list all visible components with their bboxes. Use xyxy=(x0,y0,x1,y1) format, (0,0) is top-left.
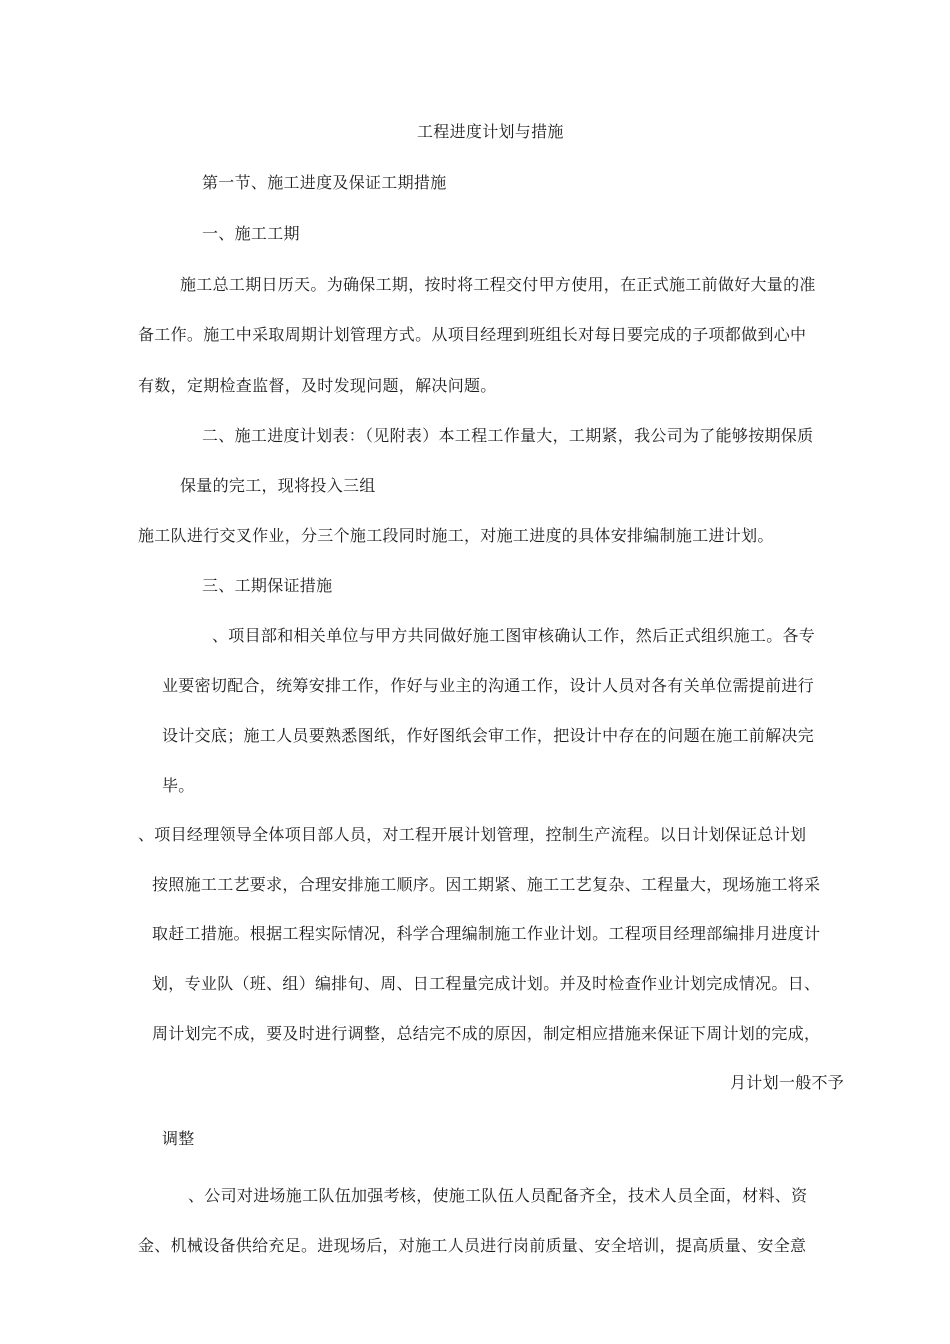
part3-heading: 三、工期保证措施 xyxy=(202,576,333,595)
paragraph-line: 划，专业队（班、组）编排旬、周、日工程量完成计划。并及时检查作业计划完成情况。日、 xyxy=(152,974,821,993)
paragraph-line: 、项目经理领导全体项目部人员，对工程开展计划管理，控制生产流程。以日计划保证总计划 xyxy=(138,825,807,844)
paragraph-line: 有数，定期检查监督，及时发现问题，解决问题。 xyxy=(138,376,497,395)
paragraph-line: 按照施工工艺要求，合理安排施工顺序。因工期紧、施工工艺复杂、工程量大，现场施工将采 xyxy=(152,875,821,894)
paragraph-line: 取赶工措施。根据工程实际情况，科学合理编制施工作业计划。工程项目经理部编排月进度计 xyxy=(152,924,821,943)
section-heading: 第一节、施工进度及保证工期措施 xyxy=(202,173,447,192)
document-title: 工程进度计划与措施 xyxy=(417,122,564,141)
paragraph-line: 施工队进行交叉作业，分三个施工段同时施工，对施工进度的具体安排编制施工进计划。 xyxy=(138,526,774,545)
paragraph-line: 保量的完工，现将投入三组 xyxy=(180,476,376,495)
part1-heading: 一、施工工期 xyxy=(202,224,300,243)
paragraph-line: 、公司对进场施工队伍加强考核，使施工队伍人员配备齐全，技术人员全面，材料、资 xyxy=(188,1186,808,1205)
paragraph-line: 月计划一般不予 xyxy=(730,1073,845,1092)
paragraph-line: 备工作。施工中采取周期计划管理方式。从项目经理到班组长对每日要完成的子项都做到心中 xyxy=(138,325,807,344)
paragraph-line: 毕。 xyxy=(162,776,195,795)
paragraph-line: 、项目部和相关单位与甲方共同做好施工图审核确认工作，然后正式组织施工。各专 xyxy=(212,626,816,645)
paragraph-line: 业要密切配合，统筹安排工作，作好与业主的沟通工作，设计人员对各有关单位需提前进行 xyxy=(162,676,815,695)
paragraph-line: 调整 xyxy=(162,1129,195,1148)
paragraph-line: 周计划完不成，要及时进行调整，总结完不成的原因，制定相应措施来保证下周计划的完成， xyxy=(152,1024,821,1043)
paragraph-line: 施工总工期日历天。为确保工期，按时将工程交付甲方使用，在正式施工前做好大量的准 xyxy=(180,275,816,294)
part2-heading-line: 二、施工进度计划表：（见附表）本工程工作量大，工期紧，我公司为了能够按期保质 xyxy=(202,426,814,445)
paragraph-line: 金、机械设备供给充足。进现场后，对施工人员进行岗前质量、安全培训，提高质量、安全意 xyxy=(138,1236,807,1255)
paragraph-line: 设计交底；施工人员要熟悉图纸，作好图纸会审工作，把设计中存在的问题在施工前解决完 xyxy=(162,726,815,745)
